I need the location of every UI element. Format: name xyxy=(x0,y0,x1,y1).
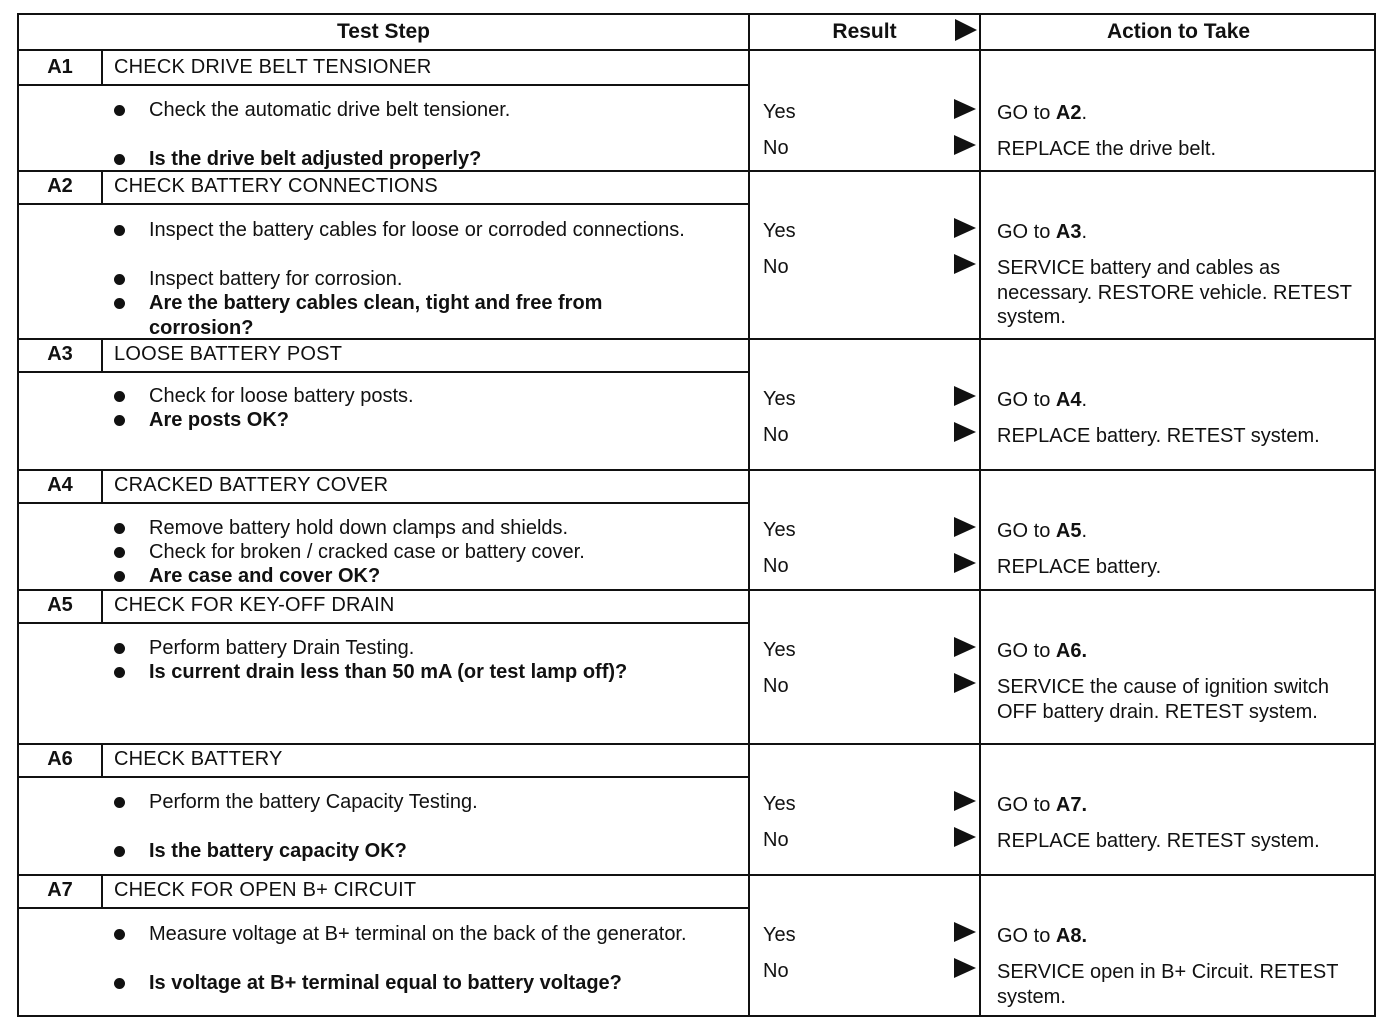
bullet-item xyxy=(111,971,711,996)
action-punct: . xyxy=(1081,221,1088,243)
action-text: REPLACE battery. RETEST system. xyxy=(997,425,1320,447)
action-text: GO to xyxy=(997,925,1056,947)
action-punct: . xyxy=(1081,102,1088,124)
id-divider xyxy=(101,743,103,776)
instruction-text xyxy=(111,636,711,661)
bullet-item xyxy=(111,218,711,243)
step-title: CHECK FOR OPEN B+ CIRCUIT xyxy=(114,879,417,901)
action-yes xyxy=(997,101,1367,126)
bullet-icon xyxy=(114,154,125,165)
instruction-text xyxy=(111,218,711,243)
bullet-icon xyxy=(114,105,125,116)
question-text xyxy=(111,564,711,589)
result-arrow-icon xyxy=(954,791,976,811)
bullet-item xyxy=(111,384,711,409)
step-title: CHECK DRIVE BELT TENSIONER xyxy=(114,56,432,78)
result-yes: Yes xyxy=(763,639,796,661)
action-text: GO to xyxy=(997,520,1056,542)
title-divider xyxy=(19,622,748,624)
result-no: No xyxy=(763,960,789,982)
bullet-icon xyxy=(114,391,125,402)
instruction-text xyxy=(111,98,711,123)
id-divider xyxy=(101,589,103,622)
bullet-icon xyxy=(114,797,125,808)
action-punct: . xyxy=(1081,520,1088,542)
result-arrow-icon xyxy=(954,386,976,406)
bullet-text: Inspect battery for corrosion. xyxy=(149,268,403,290)
action-text: SERVICE the cause of ignition switch OFF battery drain. RETEST system. xyxy=(997,676,1330,723)
question-text xyxy=(111,291,711,340)
question-text xyxy=(111,408,711,433)
header-test-step: Test Step xyxy=(337,20,430,43)
result-arrow-icon xyxy=(954,99,976,119)
bullet-text: Is voltage at B+ terminal equal to battery voltage? xyxy=(149,972,622,994)
question-text xyxy=(111,971,711,996)
question-text xyxy=(111,147,711,172)
bullet-icon xyxy=(114,523,125,534)
header-result: Result xyxy=(832,20,897,43)
result-arrow-icon xyxy=(954,135,976,155)
bullet-icon xyxy=(114,667,125,678)
column-divider-result xyxy=(748,15,750,1015)
action-yes xyxy=(997,924,1367,949)
result-yes: Yes xyxy=(763,388,796,410)
action-yes xyxy=(997,793,1367,818)
action-text: GO to xyxy=(997,389,1056,411)
action-text: SERVICE open in B+ Circuit. RETEST system. xyxy=(997,961,1339,1008)
result-arrow-icon xyxy=(954,254,976,274)
result-yes: Yes xyxy=(763,793,796,815)
action-yes xyxy=(997,388,1367,413)
diagnostic-table xyxy=(17,13,1376,1017)
bullet-text: Check the automatic drive belt tensioner. xyxy=(149,99,511,121)
bullet-text: Is current drain less than 50 mA (or test lamp off)? xyxy=(149,661,628,683)
instruction-text xyxy=(111,516,711,541)
action-punct: . xyxy=(1081,389,1088,411)
bullet-item xyxy=(111,660,711,685)
bullet-text: Inspect the battery cables for loose or corroded connections. xyxy=(149,219,685,241)
action-text: GO to xyxy=(997,102,1056,124)
action-yes xyxy=(997,519,1367,544)
bullet-text: Is the battery capacity OK? xyxy=(149,840,407,862)
action-no xyxy=(997,137,1367,162)
title-divider xyxy=(19,203,748,205)
step-id: A5 xyxy=(47,594,73,616)
result-arrow-icon xyxy=(954,637,976,657)
action-yes xyxy=(997,220,1367,245)
action-step-ref: A3 xyxy=(1055,221,1082,243)
result-arrow-icon xyxy=(954,517,976,537)
bullet-item xyxy=(111,267,711,292)
id-divider xyxy=(101,338,103,371)
result-no: No xyxy=(763,424,789,446)
action-no xyxy=(997,675,1367,724)
id-divider xyxy=(101,874,103,907)
bullet-icon xyxy=(114,571,125,582)
step-id: A3 xyxy=(47,343,73,365)
bullet-icon xyxy=(114,225,125,236)
id-divider xyxy=(101,469,103,502)
bullet-text: Measure voltage at B+ terminal on the back of the generator. xyxy=(149,923,687,945)
step-title: CHECK FOR KEY-OFF DRAIN xyxy=(114,594,395,616)
step-title: CHECK BATTERY CONNECTIONS xyxy=(114,175,438,197)
bullet-icon xyxy=(114,978,125,989)
result-yes: Yes xyxy=(763,101,796,123)
action-no xyxy=(997,960,1367,1009)
bullet-text: Perform battery Drain Testing. xyxy=(149,637,415,659)
action-text: SERVICE battery and cables as necessary. RESTORE vehicle. RETEST system. xyxy=(997,257,1352,328)
result-no: No xyxy=(763,256,789,278)
header-action: Action to Take xyxy=(1106,20,1251,43)
instruction-text xyxy=(111,267,711,292)
instruction-text xyxy=(111,922,711,947)
action-text: GO to xyxy=(997,221,1056,243)
action-step-ref: A5 xyxy=(1055,520,1082,542)
bullet-text: Check for broken / cracked case or battery cover. xyxy=(149,541,585,563)
bullet-item xyxy=(111,636,711,661)
bullet-item xyxy=(111,98,711,123)
action-text: REPLACE battery. xyxy=(997,556,1162,578)
step-title: CRACKED BATTERY COVER xyxy=(114,474,389,496)
bullet-item xyxy=(111,408,711,433)
instruction-text xyxy=(111,790,711,815)
title-divider xyxy=(19,371,748,373)
step-title: LOOSE BATTERY POST xyxy=(114,343,343,365)
title-divider xyxy=(19,776,748,778)
instruction-text xyxy=(111,540,711,565)
step-id: A4 xyxy=(47,474,73,496)
bullet-icon xyxy=(114,298,125,309)
action-no xyxy=(997,829,1367,854)
question-text xyxy=(111,660,711,685)
bullet-text: Check for loose battery posts. xyxy=(149,385,414,407)
result-no: No xyxy=(763,137,789,159)
id-divider xyxy=(101,170,103,203)
step-id: A7 xyxy=(47,879,73,901)
action-step-ref: A7. xyxy=(1055,794,1088,816)
step-id: A6 xyxy=(47,748,73,770)
bullet-icon xyxy=(114,415,125,426)
bullet-icon xyxy=(114,274,125,285)
action-no xyxy=(997,555,1367,580)
result-arrow-icon xyxy=(954,922,976,942)
title-divider xyxy=(19,502,748,504)
bullet-item xyxy=(111,147,711,172)
action-text: REPLACE the drive belt. xyxy=(997,138,1216,160)
result-no: No xyxy=(763,675,789,697)
action-step-ref: A6. xyxy=(1055,640,1088,662)
bullet-item xyxy=(111,291,711,340)
bullet-icon xyxy=(114,643,125,654)
result-arrow-icon xyxy=(954,958,976,978)
action-text: REPLACE battery. RETEST system. xyxy=(997,830,1320,852)
step-id: A2 xyxy=(47,175,73,197)
action-no xyxy=(997,256,1367,330)
result-arrow-icon xyxy=(954,673,976,693)
action-yes xyxy=(997,639,1367,664)
bullet-item xyxy=(111,564,711,589)
action-step-ref: A8. xyxy=(1055,925,1088,947)
result-arrow-icon xyxy=(954,218,976,238)
action-text: GO to xyxy=(997,794,1056,816)
action-step-ref: A2 xyxy=(1055,102,1082,124)
bullet-icon xyxy=(114,929,125,940)
step-title: CHECK BATTERY xyxy=(114,748,283,770)
result-yes: Yes xyxy=(763,924,796,946)
result-arrow-icon xyxy=(954,553,976,573)
action-step-ref: A4 xyxy=(1055,389,1082,411)
result-yes: Yes xyxy=(763,519,796,541)
bullet-text: Is the drive belt adjusted properly? xyxy=(149,148,482,170)
bullet-item xyxy=(111,540,711,565)
result-no: No xyxy=(763,829,789,851)
result-arrow-icon xyxy=(954,422,976,442)
bullet-item xyxy=(111,516,711,541)
bullet-icon xyxy=(114,547,125,558)
bullet-text: Remove battery hold down clamps and shields. xyxy=(149,517,569,539)
header-arrow-icon xyxy=(955,19,977,41)
result-no: No xyxy=(763,555,789,577)
bullet-text: Perform the battery Capacity Testing. xyxy=(149,791,478,813)
bullet-item xyxy=(111,839,711,864)
id-divider xyxy=(101,51,103,84)
title-divider xyxy=(19,907,748,909)
instruction-text xyxy=(111,384,711,409)
bullet-text: Are posts OK? xyxy=(149,409,290,431)
bullet-text: Are the battery cables clean, tight and free from corrosion? xyxy=(149,292,603,339)
bullet-item xyxy=(111,922,711,947)
title-divider xyxy=(19,84,748,86)
step-id: A1 xyxy=(47,56,73,78)
bullet-text: Are case and cover OK? xyxy=(149,565,381,587)
bullet-icon xyxy=(114,846,125,857)
question-text xyxy=(111,839,711,864)
action-text: GO to xyxy=(997,640,1056,662)
result-yes: Yes xyxy=(763,220,796,242)
column-divider-action xyxy=(979,15,981,1015)
action-no xyxy=(997,424,1367,449)
bullet-item xyxy=(111,790,711,815)
result-arrow-icon xyxy=(954,827,976,847)
